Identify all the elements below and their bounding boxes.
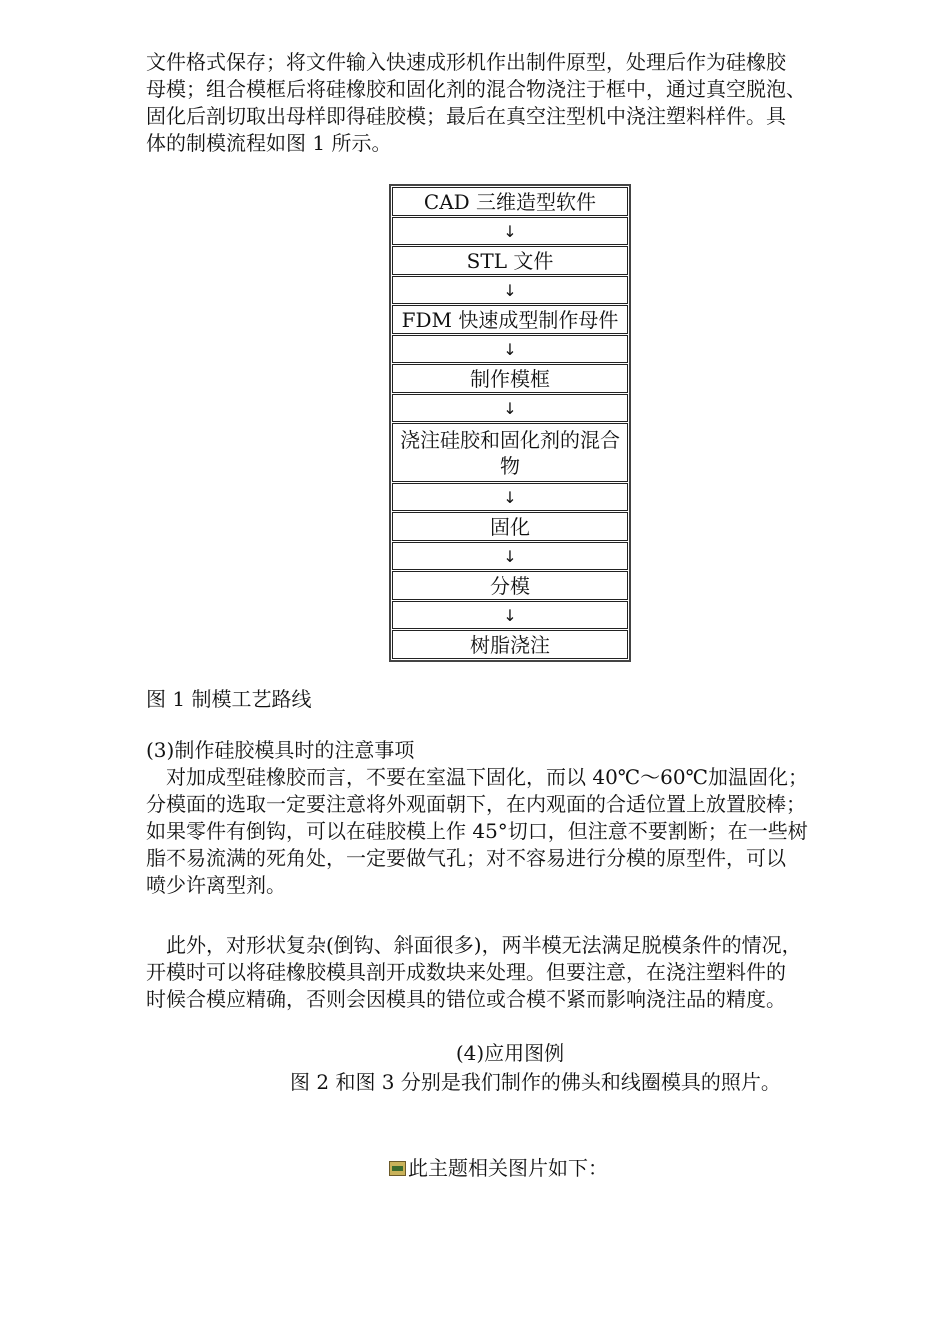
flow-arrow: ↓	[392, 217, 628, 245]
flow-arrow: ↓	[392, 394, 628, 422]
text-line: 分模面的选取一定要注意将外观面朝下，在内观面的合适位置上放置胶棒；	[146, 792, 806, 816]
text-line: 文件格式保存；将文件输入快速成形机作出制件原型，处理后作为硅橡胶	[146, 50, 786, 74]
figure-caption: 图 1 制模工艺路线	[146, 687, 312, 711]
text-line: 此外，对形状复杂(倒钩、斜面很多)，两半模无法满足脱模条件的情况，	[146, 933, 802, 957]
flow-arrow: ↓	[392, 276, 628, 304]
text-line: 喷少许离型剂。	[146, 873, 286, 897]
intro-paragraph	[146, 49, 862, 157]
jpg-file-icon	[389, 1161, 406, 1176]
flow-arrow: ↓	[392, 542, 628, 570]
notes-section	[146, 737, 862, 899]
text-line: 对加成型硅橡胶而言，不要在室温下固化，而以 40℃～60℃加温固化；	[146, 765, 809, 789]
text-line: 如果零件有倒钩，可以在硅胶模上作 45°切口，但注意不要割断；在一些树	[146, 819, 808, 843]
section-heading: (4)应用图例	[455, 1041, 565, 1065]
flow-step-split-mold: 分模	[392, 571, 628, 600]
text-line: 固化后剖切取出母样即得硅胶模；最后在真空注型机中浇注塑料样件。具	[146, 104, 786, 128]
application-text: 图 2 和图 3 分别是我们制作的佛头和线圈模具的照片。	[290, 1070, 781, 1094]
related-images-label: 此主题相关图片如下：	[408, 1156, 608, 1180]
text-line: 体的制模流程如图 1 所示。	[146, 131, 392, 155]
section-heading: (3)制作硅胶模具时的注意事项	[146, 738, 415, 762]
text-line: 母模；组合模框后将硅橡胶和固化剂的混合物浇注于框中，通过真空脱泡、	[146, 77, 806, 101]
flow-step-cad: CAD 三维造型软件	[392, 187, 628, 216]
process-flowchart	[389, 184, 631, 662]
flow-step-fdm: FDM 快速成型制作母件	[392, 305, 628, 334]
related-images-note	[389, 1155, 608, 1182]
text-line: 时候合模应精确，否则会因模具的错位或合模不紧而影响浇注品的精度。	[146, 987, 786, 1011]
text-line: 开模时可以将硅橡胶模具剖开成数块来处理。但要注意，在浇注塑料件的	[146, 960, 786, 984]
flow-arrow: ↓	[392, 335, 628, 363]
flow-step-pour-mixture: 浇注硅胶和固化剂的混合物	[392, 423, 628, 482]
flow-arrow: ↓	[392, 601, 628, 629]
flow-step-stl: STL 文件	[392, 246, 628, 275]
text-line: 脂不易流满的死角处，一定要做气孔；对不容易进行分模的原型件，可以	[146, 846, 786, 870]
complex-shape-paragraph	[146, 932, 862, 1013]
flow-step-mold-frame: 制作模框	[392, 364, 628, 393]
flow-arrow: ↓	[392, 483, 628, 511]
flow-step-cure: 固化	[392, 512, 628, 541]
flow-step-resin-pour: 树脂浇注	[392, 630, 628, 659]
